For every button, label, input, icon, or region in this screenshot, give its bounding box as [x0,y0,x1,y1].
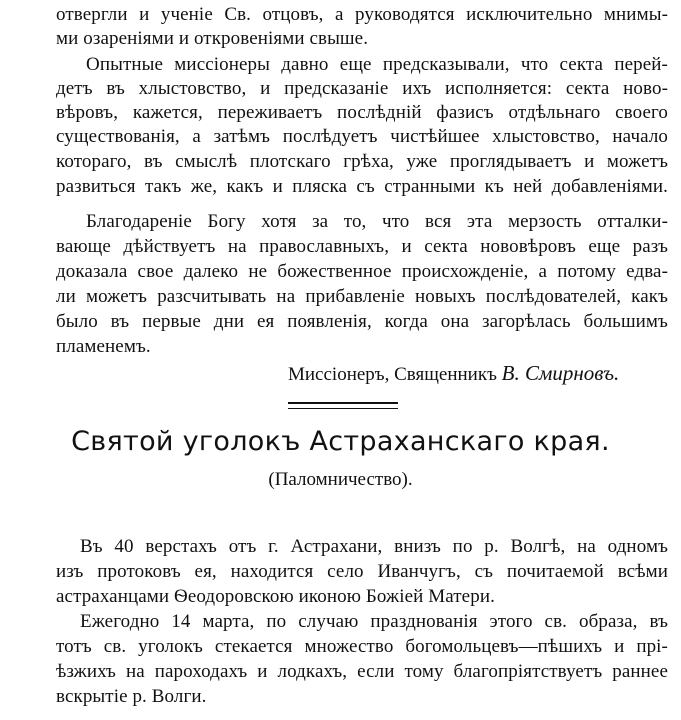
section-divider [288,402,398,409]
text-line: существованія, а затѣмъ послѣдуетъ чистѣйшее хлыстовство, начало [56,126,668,147]
text-line: Въ 40 верстахъ отъ г. Астрахани, внизъ по р. Волгѣ, на одномъ [80,536,668,557]
text-line: астраханцами Ѳеодоровскою иконою Божіей Матери. [56,586,495,607]
signature [288,362,619,386]
signature-name: В. Смирновъ. [501,361,620,385]
text-line: детъ въ хлыстовство, и предсказаніе ихъ исполняется: секта ново- [56,78,668,99]
text-line: отвергли и ученіе Св. отцовъ, а руководятся исключительно мнимы- [56,4,668,25]
text-line: Благодареніе Богу хотя за то, что вся эта мерзость отталки- [86,211,668,232]
text-line: ѣзжихъ на пароходахъ и лодкахъ, если тому благопріятствуетъ раннее [56,661,668,682]
text-line: изъ протоковъ ея, находится село Иванчугъ, съ почитаемой всѣми [56,561,668,582]
signature-role: Миссіонеръ, Священникъ [288,364,497,385]
text-line: вающе дѣйствуетъ на православныхъ, и секта нововѣровъ еще разъ [56,236,668,257]
text-line: пламенемъ. [56,336,151,357]
text-line: тотъ св. уголокъ стекается множество богомольцевъ—пѣшихъ и прі- [56,636,668,657]
article-subtitle: (Паломничество). [268,469,413,490]
text-line: доказала свое далеко не божественное происхожденіе, а потому едва- [56,261,668,282]
text-line: вскрытіе р. Волги. [56,686,207,707]
text-line: было въ первые дни ея появленія, когда она загорѣлась большимъ [56,311,668,332]
text-line: ми озареніями и откровеніями свыше. [56,28,369,49]
text-line: котораго, въ смыслѣ плотскаго грѣха, уже проглядываетъ и можетъ [56,151,668,172]
text-line: Ежегодно 14 марта, по случаю празднованія этого св. образа, въ [80,611,668,632]
text-line: Опытные миссіонеры давно еще предсказывали, что секта перей- [86,54,668,75]
article-title: Святой уголокъ Астраханскаго края. [71,426,610,457]
text-line: вѣровъ, кажется, переживаетъ послѣдній фазисъ отдѣльнаго своего [56,102,668,123]
text-line: развиться такъ же, какъ и пляска съ странными къ ней добавленіями. [56,176,668,197]
text-line: ли можетъ разсчитывать на прибавленіе новыхъ послѣдователей, какъ [56,286,668,307]
